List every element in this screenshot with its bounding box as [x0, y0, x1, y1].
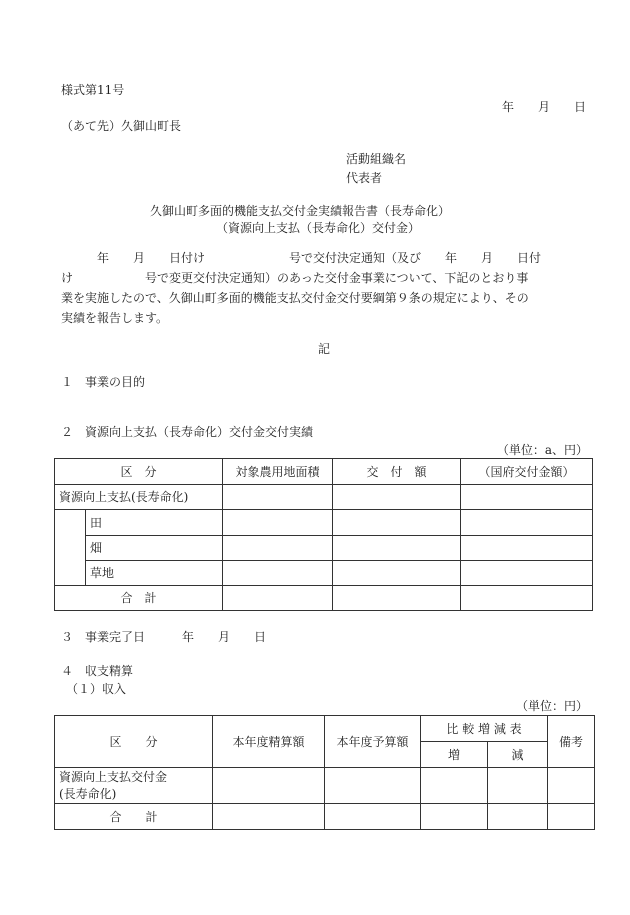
col-header-budget: 本年度予算額 — [325, 716, 421, 768]
indent-cell — [55, 510, 86, 536]
org-name-label: 活動組織名 — [346, 152, 407, 166]
completion-date: 年 月 日 — [182, 630, 267, 644]
row-label-grassland: 草地 — [86, 561, 223, 586]
col-header-amount: 交 付 額 — [333, 459, 461, 485]
row-label-rice-field: 田 — [86, 510, 223, 536]
section4-heading: ４ 収支精算 — [61, 664, 134, 678]
row-label-main: 資源向上支払(長寿命化) — [55, 485, 223, 510]
row-label-grant — [55, 768, 213, 804]
document-subtitle: （資源向上支払（長寿命化）交付金） — [216, 221, 421, 235]
table-cell — [223, 510, 333, 536]
table-cell — [333, 485, 461, 510]
grant-results-table — [54, 458, 593, 611]
section4-unit: （単位：円） — [515, 699, 588, 713]
addressee: （あて先）久御山町長 — [61, 119, 182, 133]
table-cell — [333, 510, 461, 536]
table-cell — [213, 804, 325, 830]
row-label-upland-field: 畑 — [86, 536, 223, 561]
table-cell — [461, 586, 593, 611]
table-cell — [325, 768, 421, 804]
row-label-line: (長寿命化) — [59, 786, 117, 801]
table-cell — [223, 536, 333, 561]
document-title: 久御山町多面的機能支払交付金実績報告書（長寿命化） — [150, 204, 451, 218]
col-header-remarks: 備考 — [548, 716, 595, 768]
table-cell — [333, 536, 461, 561]
section2-heading: ２ 資源向上支払（長寿命化）交付金交付実績 — [61, 425, 314, 439]
indent-cell — [55, 561, 86, 586]
body-line: け 号で変更交付決定通知）のあった交付金事業について、下記のとおり事 — [61, 271, 529, 285]
col-header-area: 対象農用地面積 — [223, 459, 333, 485]
row-label-total: 合 計 — [55, 586, 223, 611]
table-cell — [325, 804, 421, 830]
indent-cell — [55, 536, 86, 561]
table-cell — [488, 768, 548, 804]
table-cell — [333, 586, 461, 611]
section3-heading: ３ 事業完了日 — [61, 630, 146, 644]
section4-subheading: （１）収入 — [66, 682, 127, 696]
table-cell — [213, 768, 325, 804]
table-cell — [548, 804, 595, 830]
date-line: 年 月 日 — [501, 100, 586, 114]
section2-unit: （単位：a、円） — [496, 443, 588, 457]
table-cell — [461, 510, 593, 536]
col-header-category: 区 分 — [55, 716, 213, 768]
col-header-national: （国府交付金額） — [461, 459, 593, 485]
representative-label: 代表者 — [346, 171, 383, 185]
col-header-compare: 比 較 増 減 表 — [421, 716, 548, 742]
body-line: 実績を報告します。 — [61, 311, 169, 325]
income-settlement-table — [54, 715, 595, 830]
table-cell — [461, 485, 593, 510]
body-line: 年 月 日付け 号で交付決定通知（及び 年 月 日付 — [61, 251, 542, 265]
section1-heading: １ 事業の目的 — [61, 375, 146, 389]
table-cell — [421, 768, 488, 804]
table-cell — [421, 804, 488, 830]
col-header-category: 区 分 — [55, 459, 223, 485]
col-header-increase: 増 — [421, 742, 488, 768]
table-cell — [333, 561, 461, 586]
table-cell — [548, 768, 595, 804]
body-text — [61, 248, 591, 328]
row-label-line: 資源向上支払交付金 — [59, 769, 168, 784]
table-cell — [461, 536, 593, 561]
ki-mark: 記 — [318, 342, 331, 356]
col-header-decrease: 減 — [488, 742, 548, 768]
table-cell — [223, 586, 333, 611]
table-cell — [488, 804, 548, 830]
table-cell — [223, 485, 333, 510]
col-header-actual: 本年度精算額 — [213, 716, 325, 768]
table-cell — [223, 561, 333, 586]
body-line: 業を実施したので、久御山町多面的機能支払交付金交付要綱第９条の規定により、その — [61, 291, 529, 305]
form-number: 様式第11号 — [61, 83, 125, 97]
row-label-total: 合 計 — [55, 804, 213, 830]
table-cell — [461, 561, 593, 586]
